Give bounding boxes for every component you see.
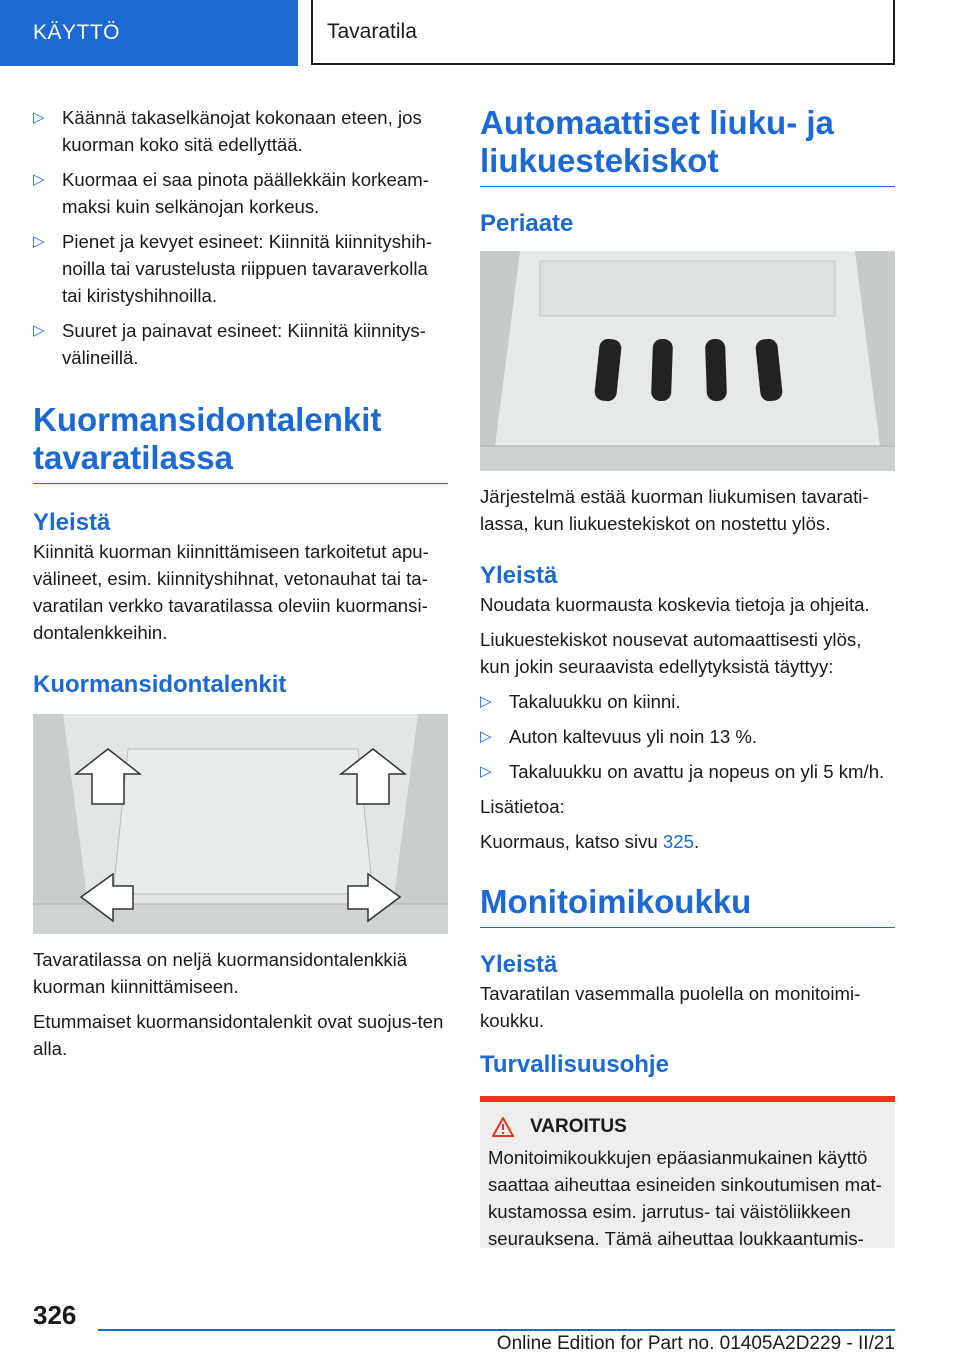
bullet-triangle-icon: ▷ bbox=[33, 109, 45, 126]
paragraph: Kiinnitä kuorman kiinnittämiseen tarkoitetut apu‐välineet, esim. kiinnityshihnat, vetonauhat tai ta‐varatilan verkko tavaratilassa oleviin kuormansi‐dontalenkkeihin. bbox=[33, 541, 429, 643]
left-column bbox=[33, 104, 448, 1070]
section-heading: Automaattiset liuku- ja liukuestekiskot bbox=[480, 104, 895, 187]
list-item: ▷ Kuormaa ei saa pinota päällekkäin korkeam‐maksi kuin selkänojan korkeus. bbox=[33, 166, 448, 220]
warning-triangle-icon bbox=[492, 1117, 514, 1137]
paragraph: Noudata kuormausta koskevia tietoja ja ohjeita. bbox=[480, 594, 870, 615]
page-link[interactable]: 325 bbox=[662, 831, 694, 852]
bullet-triangle-icon: ▷ bbox=[33, 322, 45, 339]
subheading: Turvallisuusohje bbox=[480, 1051, 669, 1078]
section-heading: Monitoimikoukku bbox=[480, 883, 895, 928]
bullet-triangle-icon: ▷ bbox=[33, 171, 45, 188]
bullet-triangle-icon: ▷ bbox=[480, 763, 492, 780]
left-bullet-list bbox=[33, 104, 448, 371]
footer-rule bbox=[98, 1329, 895, 1331]
paragraph: Tavaratilan vasemmalla puolella on monitoimi‐koukku. bbox=[480, 983, 861, 1031]
list-item: ▷ Takaluukku on kiinni. bbox=[480, 688, 895, 715]
bullet-triangle-icon: ▷ bbox=[33, 233, 45, 250]
warning-box bbox=[480, 1096, 895, 1248]
bullet-triangle-icon: ▷ bbox=[480, 693, 492, 710]
anti-slip-rails-figure bbox=[480, 251, 895, 471]
right-bullet-list bbox=[480, 688, 895, 785]
list-item: ▷ Suuret ja painavat esineet: Kiinnitä kiinnitys‐välineillä. bbox=[33, 317, 448, 371]
paragraph: Liukuestekiskot nousevat automaattisesti ylös, kun jokin seuraavista edellytyksistä täyttyy: bbox=[480, 629, 862, 677]
page-number: 326 bbox=[33, 1300, 77, 1330]
list-item: ▷ Auton kaltevuus yli noin 13 %. bbox=[480, 723, 895, 750]
paragraph: Etummaiset kuormansidontalenkit ovat suojus‐ten alla. bbox=[33, 1011, 444, 1059]
section-heading: Kuormansidontalenkit tavaratilassa bbox=[33, 401, 448, 484]
cross-reference: Kuormaus, katso sivu 325. bbox=[480, 831, 700, 852]
header-topic: Tavaratila bbox=[311, 0, 895, 65]
footer-edition: Online Edition for Part no. 01405A2D229 - II/21 bbox=[496, 1333, 895, 1354]
paragraph: Tavaratilassa on neljä kuormansidontalenkkiä kuorman kiinnittämiseen. bbox=[33, 949, 408, 997]
subheading: Kuormansidontalenkit bbox=[33, 671, 287, 698]
subheading: Yleistä bbox=[480, 562, 558, 589]
paragraph: Lisätietoa: bbox=[480, 796, 565, 817]
warning-title: VAROITUS bbox=[492, 1116, 887, 1138]
paragraph: Järjestelmä estää kuorman liukumisen tavarati‐lassa, kun liukuestekiskot on nostettu ylös. bbox=[480, 486, 869, 534]
header-section: KÄYTTÖ bbox=[0, 0, 298, 66]
subheading: Periaate bbox=[480, 210, 574, 237]
tie-down-lugs-figure bbox=[33, 714, 448, 934]
list-item: ▷ Pienet ja kevyet esineet: Kiinnitä kiinnityshih‐noilla tai varustelusta riippuen tavaraverkolla tai kiristyshihnoilla. bbox=[33, 228, 448, 309]
right-column bbox=[480, 104, 895, 1248]
list-item: ▷ Käännä takaselkänojat kokonaan eteen, jos kuorman koko sitä edellyttää. bbox=[33, 104, 448, 158]
subheading: Yleistä bbox=[480, 951, 558, 978]
list-item: ▷ Takaluukku on avattu ja nopeus on yli 5 km/h. bbox=[480, 758, 895, 785]
warning-text: Monitoimikoukkujen epäasianmukainen käyttö saattaa aiheuttaa esineiden sinkoutumisen mat‐kustamossa esim. jarrutus- tai väistöliikkeen seurauksena. Tämä aiheuttaa loukkaantumis‐ bbox=[488, 1147, 882, 1248]
bullet-triangle-icon: ▷ bbox=[480, 728, 492, 745]
subheading: Yleistä bbox=[33, 509, 111, 536]
